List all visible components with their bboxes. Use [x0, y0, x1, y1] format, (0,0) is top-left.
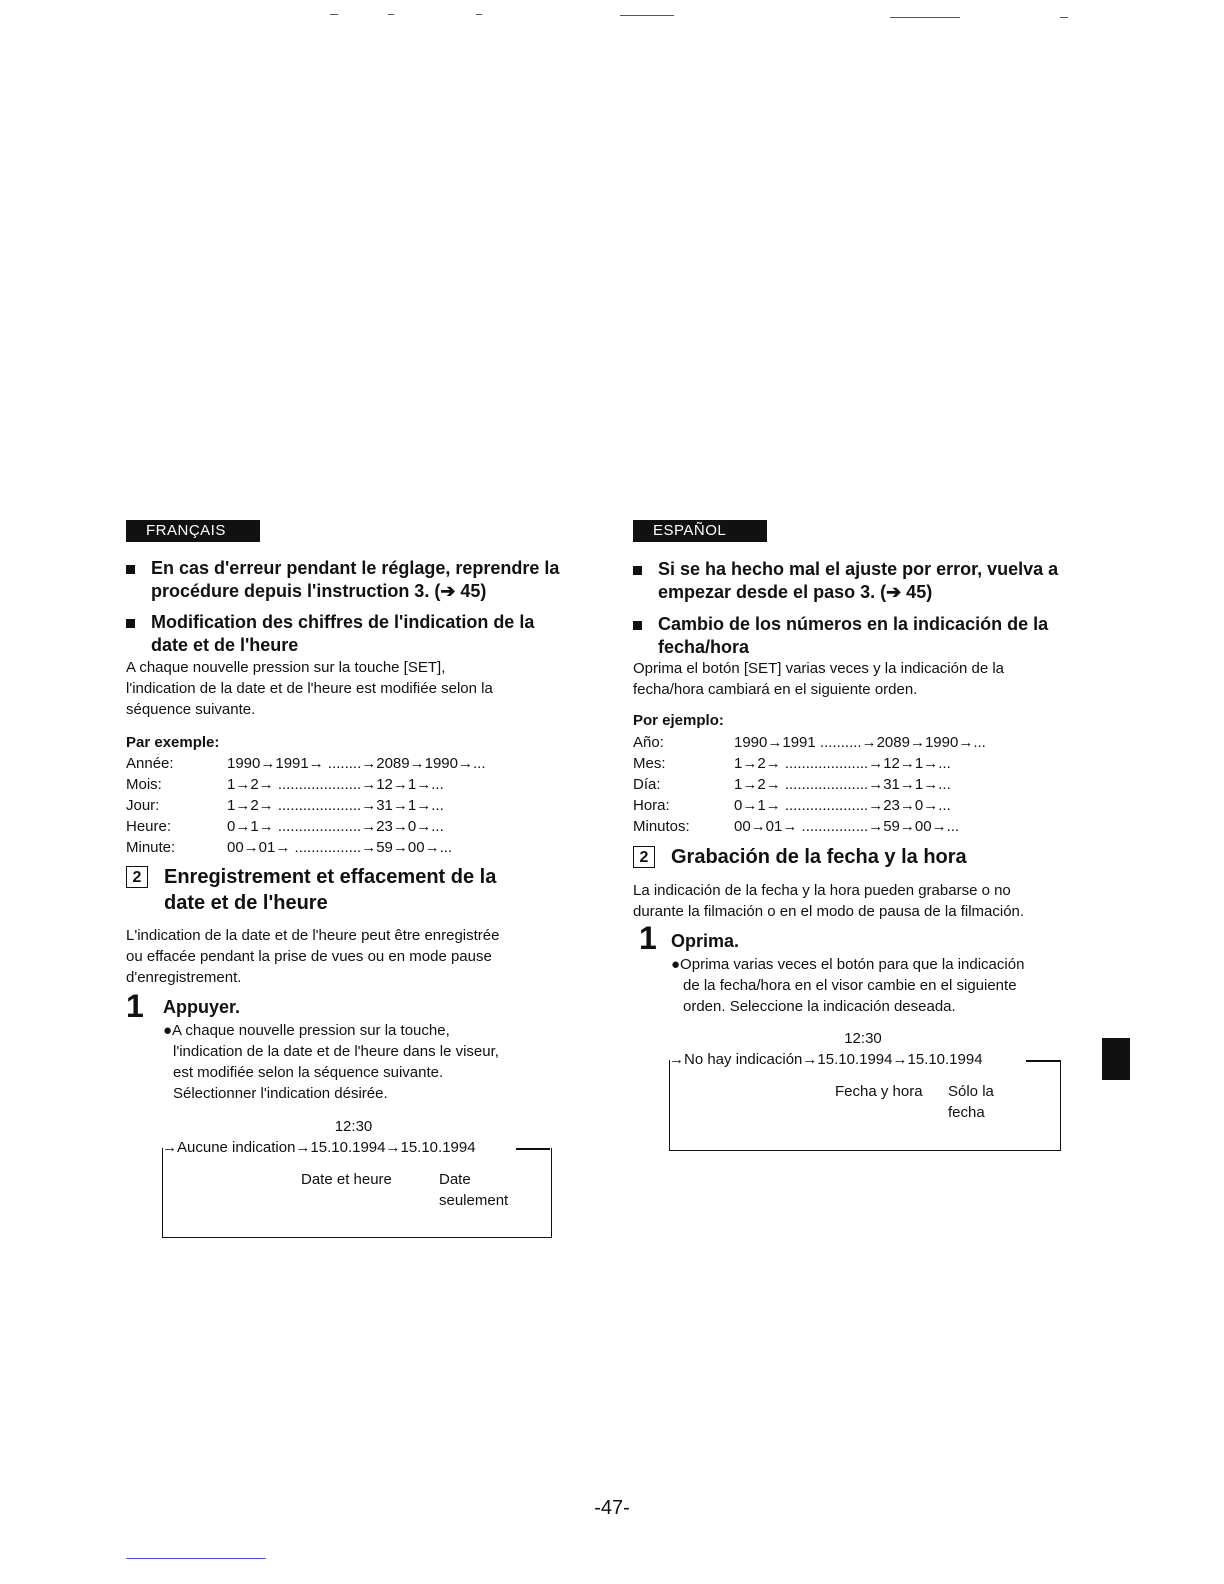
- section-2-heading: 2 Enregistrement et effacement de la date et de l'heure: [126, 864, 566, 916]
- sequence-row: Hora: 0→1→ ....................→23→0→...: [633, 797, 951, 814]
- square-bullet-icon: [633, 566, 642, 575]
- square-bullet-icon: [633, 621, 642, 630]
- modification-heading: Modification des chiffres de l'indication de la date et de l'heure: [126, 611, 566, 657]
- modification-body: A chaque nouvelle pression sur la touche [SET], l'indication de la date et de l'heure est modifiée selon la séquence suivante.: [126, 659, 493, 718]
- sequence-row: Año: 1990→1991 ..........→2089→1990→...: [633, 734, 986, 751]
- sequence-row: Année: 1990→1991→ ........→2089→1990→...: [126, 755, 486, 772]
- step-body: ●A chaque nouvelle pression sur la touche, l'indication de la date et de l'heure dans le viseur, est modifiée selon la séquence suivante. Sélectionner l'indication désirée.: [163, 1022, 499, 1102]
- step-body: ●Oprima varias veces el botón para que la indicación de la fecha/hora en el visor cambie en el siguiente orden. Seleccione la indicación deseada.: [671, 956, 1025, 1015]
- scan-mark: [1060, 17, 1068, 18]
- diagram-caption-fecha-hora: Fecha y hora: [835, 1083, 923, 1100]
- step-label: Appuyer.: [163, 997, 241, 1017]
- step-number: 1: [126, 988, 144, 1024]
- diagram-time: 12:30: [334, 1118, 373, 1135]
- language-tab-espanol: ESPAÑOL: [633, 520, 767, 542]
- sequence-row: Mois: 1→2→ ....................→12→1→...: [126, 776, 444, 793]
- square-bullet-icon: [126, 565, 135, 574]
- section-2-body: L'indication de la date et de l'heure peut être enregistrée ou effacée pendant la prise de vues ou en mode pause d'enregistrement.: [126, 927, 500, 986]
- diagram-time: 12:30: [844, 1030, 882, 1047]
- diagram-box: [669, 1060, 1061, 1151]
- section-number-box: 2: [126, 866, 148, 888]
- sequence-row: Minute: 00→01→ ................→59→00→...: [126, 839, 453, 856]
- language-tab-francais: FRANÇAIS: [126, 520, 260, 542]
- section-2-heading: 2 Grabación de la fecha y la hora: [633, 844, 1073, 870]
- cambio-heading: Cambio de los números en la indicación de la fecha/hora: [633, 613, 1073, 659]
- diagram-sequence-line: →Aucune indication→15.10.1994→15.10.1994: [162, 1139, 476, 1156]
- step-number: 1: [639, 920, 657, 956]
- square-bullet-icon: [126, 619, 135, 628]
- section-number-box: 2: [633, 846, 655, 868]
- page-number: -47-: [594, 1497, 630, 1519]
- cambio-body: Oprima el botón [SET] varias veces y la indicación de la fecha/hora cambiará en el siguiente orden.: [633, 660, 1005, 698]
- sequence-row: Día: 1→2→ ....................→31→1→...: [633, 776, 951, 793]
- page-edge-tab-marker: [1102, 1038, 1130, 1080]
- scan-mark: [890, 17, 960, 18]
- diagram-caption-date-heure: Date et heure: [301, 1171, 392, 1188]
- sequence-row: Heure: 0→1→ ....................→23→0→...: [126, 818, 444, 835]
- example-label: Par exemple:: [126, 734, 220, 751]
- diagram-caption-date-seulement: Date seulement: [439, 1171, 509, 1209]
- sequence-row: Minutos: 00→01→ ................→59→00→...: [633, 818, 960, 835]
- diagram-sequence-line: →No hay indicación→15.10.1994→15.10.1994: [669, 1051, 983, 1068]
- sequence-row: Jour: 1→2→ ....................→31→1→...: [126, 797, 444, 814]
- section-2-body: La indicación de la fecha y la hora pueden grabarse o no durante la filmación o en el modo de pausa de la filmación.: [633, 882, 1025, 920]
- scan-mark: [388, 14, 394, 15]
- error-note: Si se ha hecho mal el ajuste por error, vuelva a empezar desde el paso 3. (➔ 45): [633, 558, 1073, 604]
- sequence-row: Mes: 1→2→ ....................→12→1→...: [633, 755, 951, 772]
- scan-mark: [620, 15, 674, 16]
- scan-mark: [330, 14, 338, 15]
- footer-rule: [126, 1558, 266, 1559]
- error-note: En cas d'erreur pendant le réglage, reprendre la procédure depuis l'instruction 3. (➔ 45): [126, 557, 566, 603]
- step-label: Oprima.: [671, 931, 740, 951]
- scan-mark: [476, 14, 482, 15]
- example-label: Por ejemplo:: [633, 712, 724, 729]
- diagram-caption-solo-fecha: Sólo la fecha: [948, 1083, 994, 1121]
